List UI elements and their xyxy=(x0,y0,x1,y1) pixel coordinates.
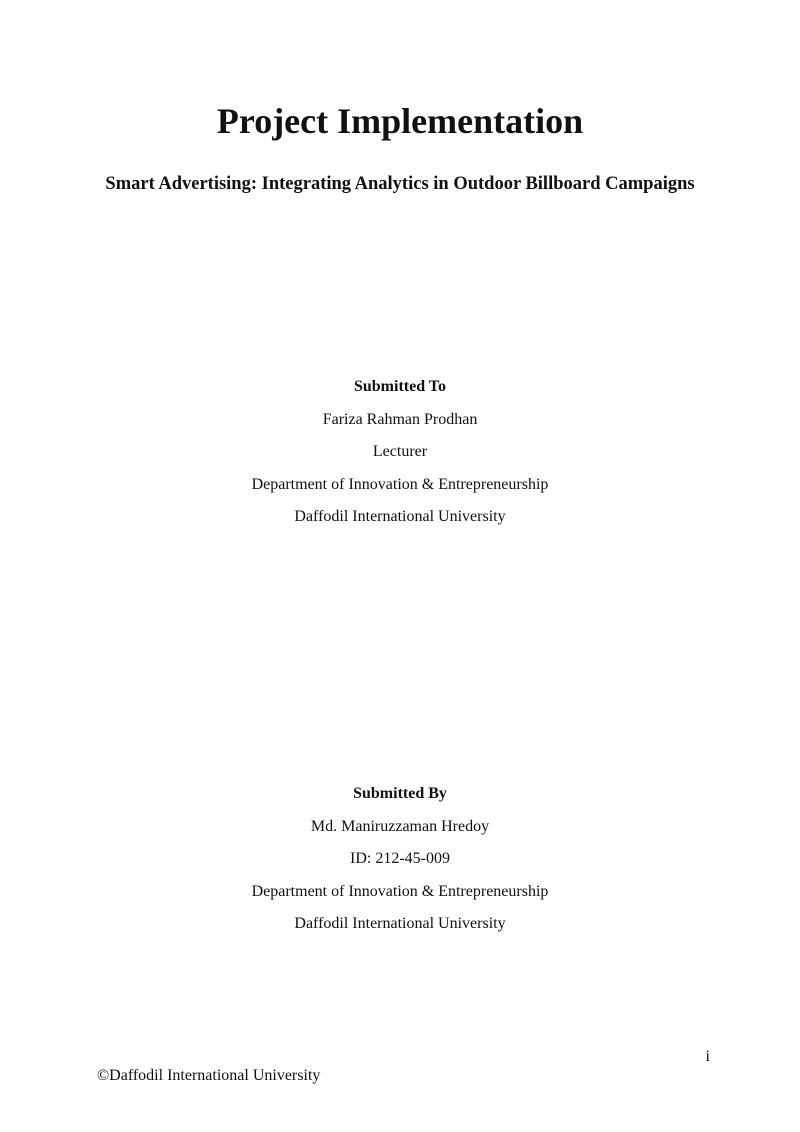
page-number: i xyxy=(705,1048,710,1065)
student-name: Md. Maniruzzaman Hredoy xyxy=(310,817,490,835)
supervisor-designation: Lecturer xyxy=(372,443,428,460)
page-footer: ©Daffodil International University xyxy=(97,1067,321,1084)
student-department: Department of Innovation & Entrepreneurship xyxy=(251,882,549,900)
supervisor-department: Department of Innovation & Entrepreneurship xyxy=(251,475,549,493)
submitted-to-heading: Submitted To xyxy=(353,378,447,395)
supervisor-name: Fariza Rahman Prodhan xyxy=(322,410,478,428)
document-subtitle: Smart Advertising: Integrating Analytics in Outdoor Billboard Campaigns xyxy=(105,174,695,194)
supervisor-university: Daffodil International University xyxy=(294,508,506,525)
submitted-by-heading: Submitted By xyxy=(353,785,447,802)
submitted-by-section xyxy=(0,778,800,941)
student-id: ID: 212-45-009 xyxy=(350,850,450,867)
submitted-to-section xyxy=(0,371,800,534)
document-title: Project Implementation xyxy=(216,101,584,141)
student-university: Daffodil International University xyxy=(294,915,506,932)
